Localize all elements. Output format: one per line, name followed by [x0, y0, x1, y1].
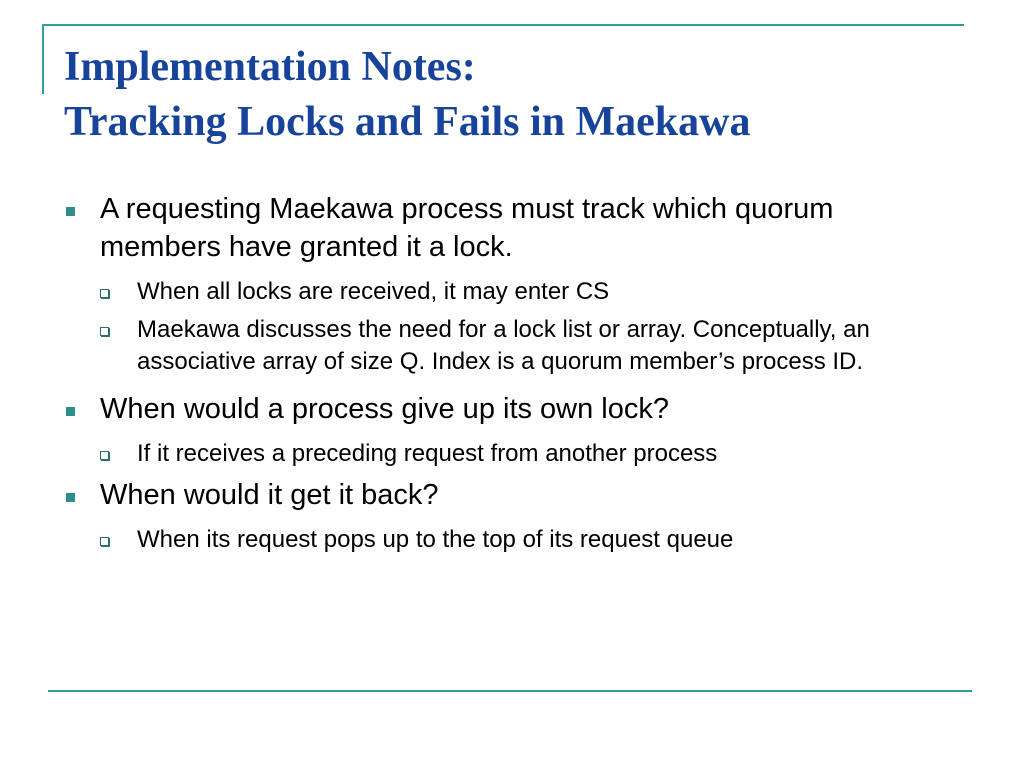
title-line-1: Implementation Notes:	[64, 44, 476, 90]
square-bullet-icon	[66, 207, 75, 216]
square-bullet-icon	[66, 407, 75, 416]
hollow-square-bullet-icon	[100, 289, 109, 298]
bullet-text: When would it get it back?	[100, 479, 439, 511]
frame-bottom-rule	[48, 690, 972, 692]
bullet-item	[62, 476, 962, 514]
frame-top-rule	[42, 24, 964, 26]
sub-bullet-item	[62, 438, 962, 470]
bullet-text: A requesting Maekawa process must track which quorum members have granted it a lock.	[100, 193, 834, 263]
frame-vertical-rule	[42, 24, 44, 94]
sub-bullet-text: Maekawa discusses the need for a lock list or array. Conceptually, an associative array of size Q. Index is a quorum member’s process ID.	[137, 316, 870, 375]
hollow-square-bullet-icon	[100, 537, 109, 546]
square-bullet-icon	[66, 493, 75, 502]
sub-bullet-text: If it receives a preceding request from another process	[137, 440, 718, 467]
sub-bullet-item	[62, 314, 962, 378]
bullet-item	[62, 390, 962, 428]
slide-title	[64, 40, 984, 150]
sub-bullet-text: When its request pops up to the top of its request queue	[137, 526, 734, 553]
hollow-square-bullet-icon	[100, 327, 109, 336]
bullet-item	[62, 190, 962, 266]
hollow-square-bullet-icon	[100, 451, 109, 460]
sub-bullet-item	[62, 524, 962, 556]
sub-bullet-text: When all locks are received, it may enter CS	[137, 278, 610, 305]
slide-body	[62, 190, 962, 562]
bullet-text: When would a process give up its own lock?	[100, 393, 670, 425]
sub-bullet-item	[62, 276, 962, 308]
title-line-2: Tracking Locks and Fails in Maekawa	[64, 99, 751, 145]
